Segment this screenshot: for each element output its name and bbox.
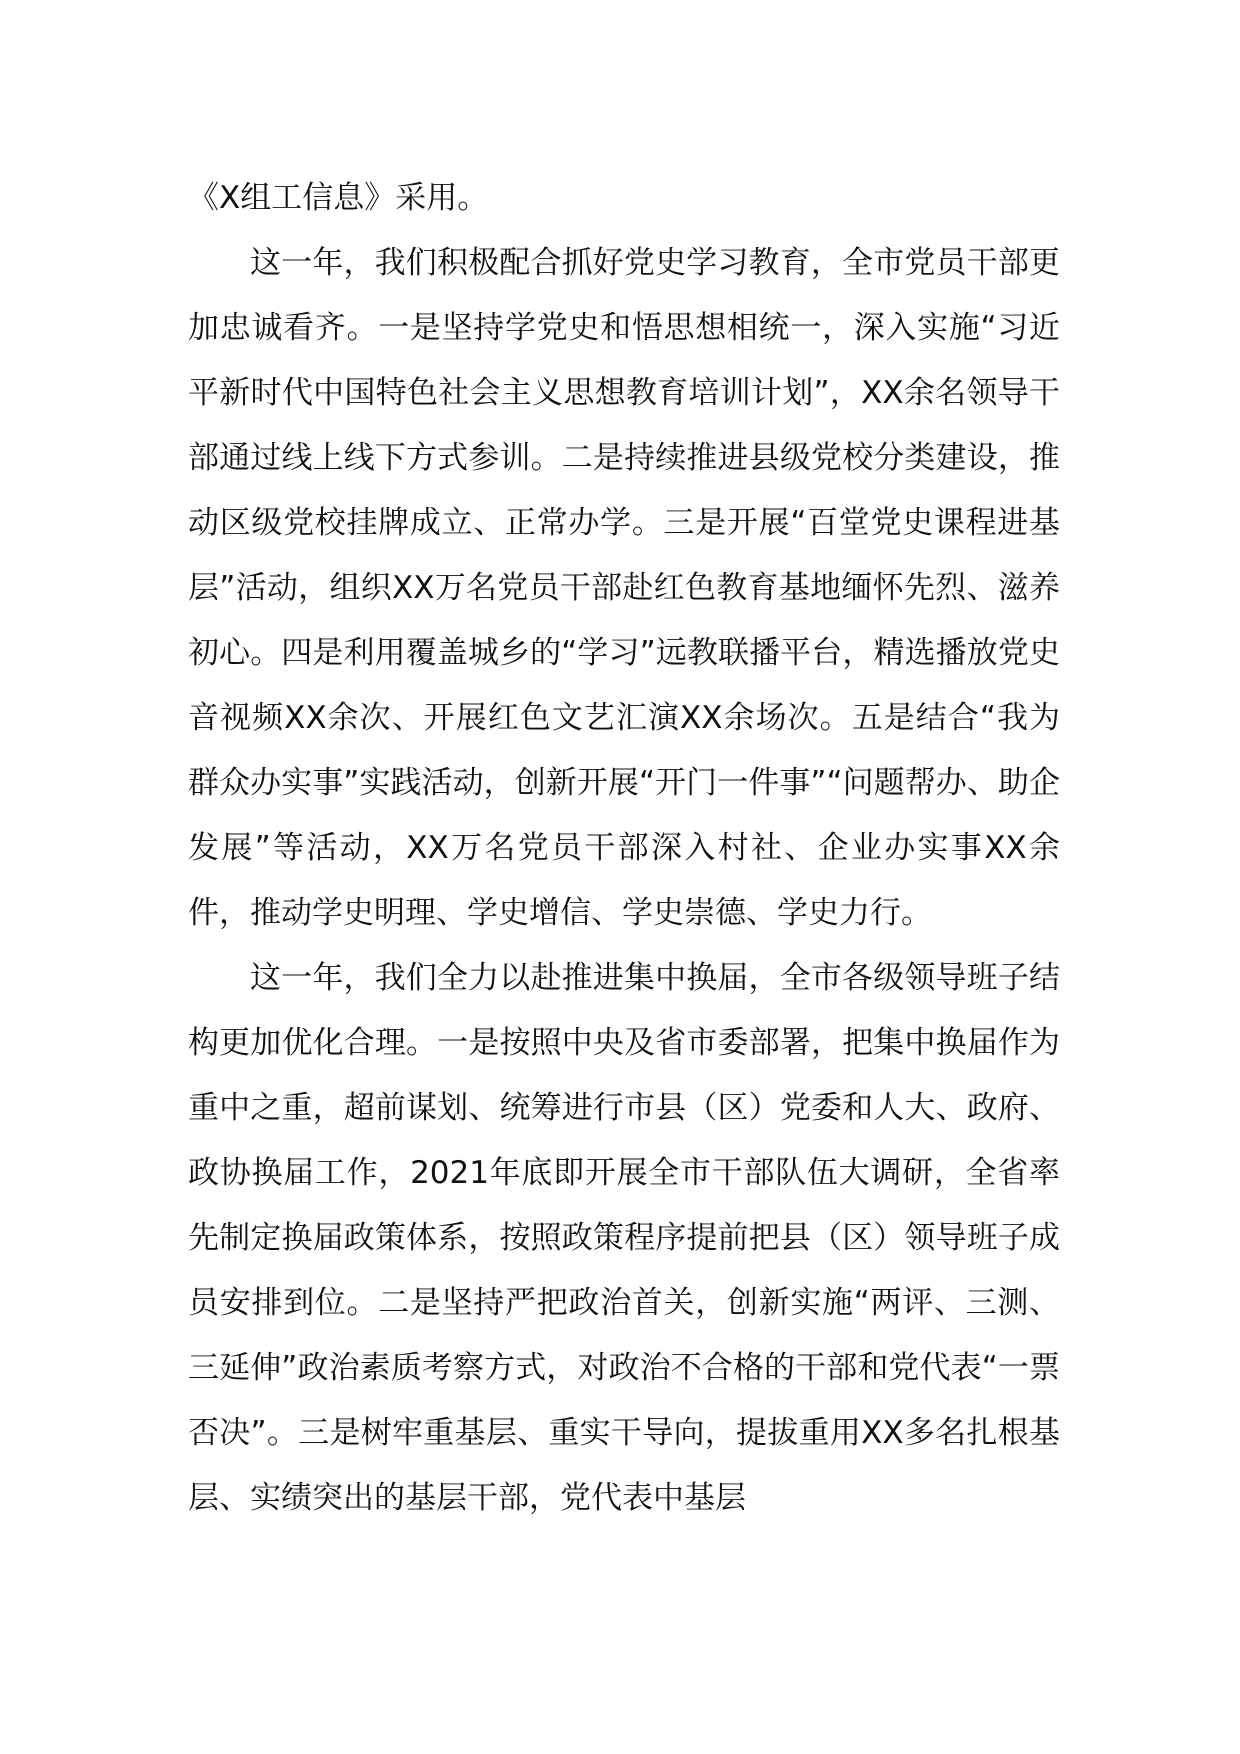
paragraph-1: 《X组工信息》采用。 (188, 180, 489, 216)
paragraph-2: 这一年，我们积极配合抓好党史学习教育，全市党员干部更加忠诚看齐。一是坚持学党史和悟思想相统一，深入实施“习近平新时代中国特色社会主义思想教育培训计划”，XX余名领导干部通过线上线下方式参训。二是持续推进县级党校分类建设，推动区级党校挂牌成立、正常办学。三是开展“百堂党史课程进基层”活动，组织XX万名党员干部赴红色教育基地缅怀先烈、滋养初心。四是利用覆盖城乡的“学习”远教联播平台，精选播放党史音视频XX余次、开展红色文艺汇演XX余场次。五是结合“我为群众办实事”实践活动，创新开展“开门一件事”“问题帮办、助企发展”等活动，XX万名党员干部深入村社、企业办实事XX余件，推动学史明理、学史增信、学史崇德、学史力行。 (188, 245, 1060, 931)
document-body (188, 166, 1060, 1531)
paragraph-3: 这一年，我们全力以赴推进集中换届，全市各级领导班子结构更加优化合理。一是按照中央及省市委部署，把集中换届作为重中之重，超前谋划、统筹进行市县（区）党委和人大、政府、政协换届工作，2021年底即开展全市干部队伍大调研，全省率先制定换届政策体系，按照政策程序提前把县（区）领导班子成员安排到位。二是坚持严把政治首关，创新实施“两评、三测、三延伸”政治素质考察方式，对政治不合格的干部和党代表“一票否决”。三是树牢重基层、重实干导向，提拔重用XX多名扎根基层、实绩突出的基层干部，党代表中基层 (188, 960, 1060, 1516)
